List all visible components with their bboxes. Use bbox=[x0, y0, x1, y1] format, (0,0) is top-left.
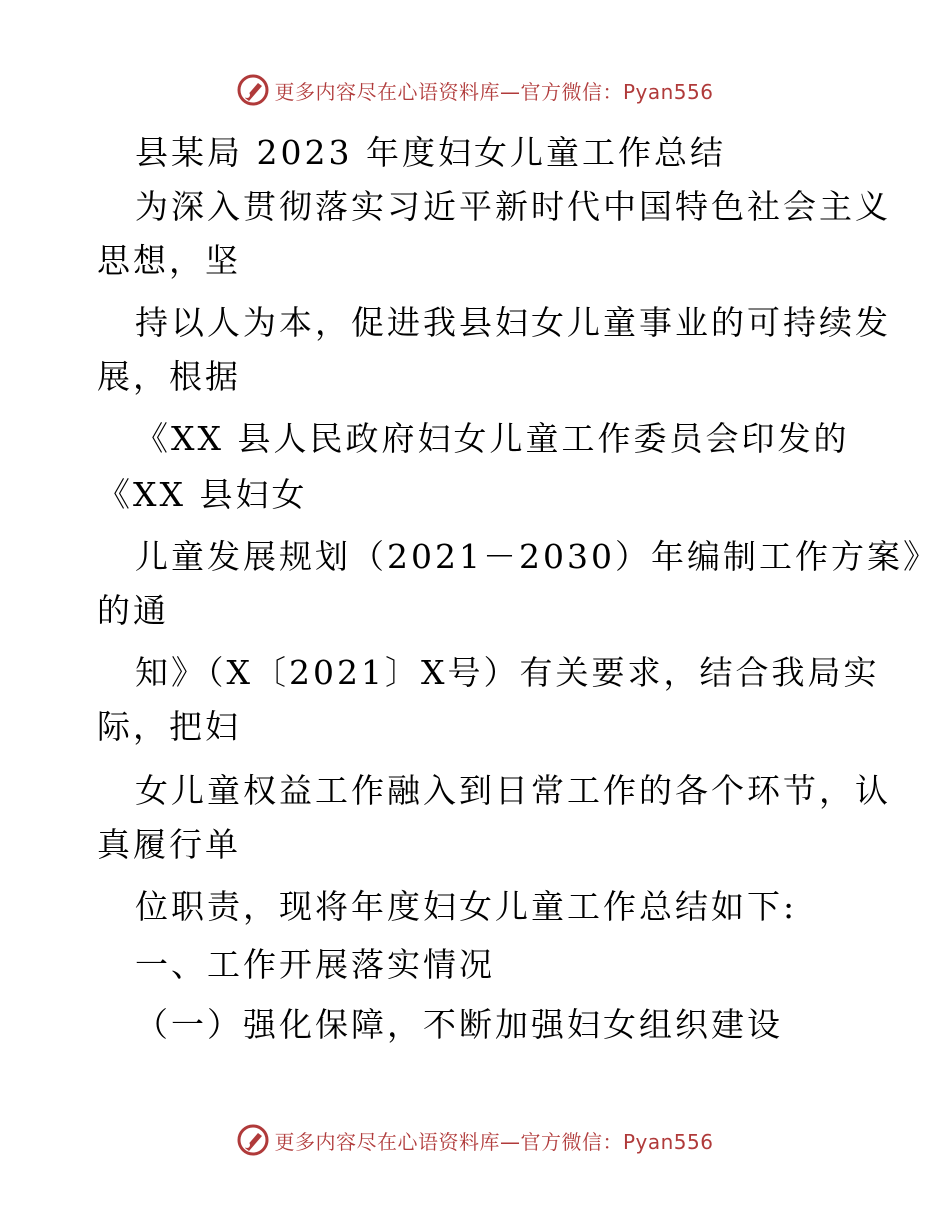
watermark-text: 更多内容尽在心语资料库—官方微信：Pyan556 bbox=[274, 79, 714, 104]
watermark-text: 更多内容尽在心语资料库—官方微信：Pyan556 bbox=[274, 1129, 714, 1154]
watermark-banner-top bbox=[0, 70, 950, 110]
text-line: 展，根据 bbox=[97, 357, 241, 396]
text-line: 女儿童权益工作融入到日常工作的各个环节，认 bbox=[135, 771, 891, 810]
watermark-banner-bottom bbox=[0, 1120, 950, 1160]
text-line: 儿童发展规划（2021－2030）年编制工作方案》 bbox=[135, 537, 939, 576]
text-line: 《XX 县人民政府妇女儿童工作委员会印发的 bbox=[135, 419, 850, 458]
text-line: 真履行单 bbox=[97, 825, 241, 864]
text-line: 持以人为本，促进我县妇女儿童事业的可持续发 bbox=[135, 303, 891, 342]
text-line: 《XX 县妇女 bbox=[97, 475, 308, 514]
text-line: 位职责，现将年度妇女儿童工作总结如下: bbox=[135, 887, 798, 926]
pen-circle-icon bbox=[236, 1123, 270, 1157]
text-line: 际，把妇 bbox=[97, 707, 241, 746]
text-line: 知》（X〔2021〕X号）有关要求，结合我局实 bbox=[135, 653, 880, 692]
pen-circle-icon bbox=[236, 73, 270, 107]
text-line: 的通 bbox=[97, 591, 169, 630]
subsection-heading: （一）强化保障，不断加强妇女组织建设 bbox=[135, 1005, 783, 1044]
text-line: 为深入贯彻落实习近平新时代中国特色社会主义 bbox=[135, 187, 891, 226]
document-title: 县某局 2023 年度妇女儿童工作总结 bbox=[135, 133, 726, 172]
text-line: 思想，坚 bbox=[97, 241, 241, 280]
section-heading: 一、工作开展落实情况 bbox=[135, 945, 495, 984]
